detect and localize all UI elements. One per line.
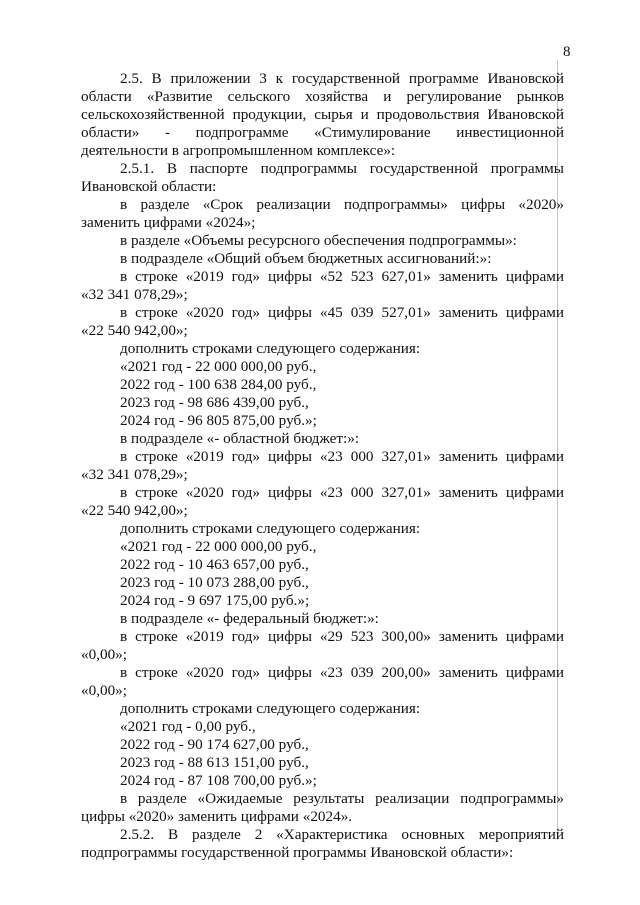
text-line: 2023 год - 98 686 439,00 руб.,: [120, 394, 309, 411]
text-line: дополнить строками следующего содержания:: [120, 340, 421, 357]
text-line: в разделе «Объемы ресурсного обеспечения подпрограммы»:: [120, 232, 517, 249]
text-line: 2023 год - 88 613 151,00 руб.,: [120, 754, 309, 771]
text-line: в строке «2020 год» цифры «45 039 527,01» заменить цифрами: [120, 304, 564, 321]
text-line: 2022 год - 10 463 657,00 руб.,: [120, 556, 309, 573]
text-line: «0,00»;: [81, 646, 127, 663]
text-line: в подразделе «- федеральный бюджет:»:: [120, 610, 379, 627]
text-line: области «Развитие сельского хозяйства и регулирование рынков: [81, 88, 564, 105]
text-line: 2022 год - 100 638 284,00 руб.,: [120, 376, 317, 393]
text-line: заменить цифрами «2024»;: [81, 214, 256, 231]
text-line: области» - подпрограмме «Стимулирование инвестиционной: [81, 124, 564, 141]
text-line: «2021 год - 0,00 руб.,: [120, 718, 256, 735]
text-line: 2024 год - 9 697 175,00 руб.»;: [120, 592, 310, 609]
text-line: «32 341 078,29»;: [81, 286, 188, 303]
text-line: «22 540 942,00»;: [81, 322, 188, 339]
text-line: в строке «2019 год» цифры «52 523 627,01» заменить цифрами: [120, 268, 564, 285]
text-line: цифры «2020» заменить цифрами «2024».: [81, 808, 353, 825]
page-number: 8: [563, 44, 571, 60]
text-line: в подразделе «Общий объем бюджетных ассигнований:»:: [120, 250, 492, 267]
text-line: сельскохозяйственной продукции, сырья и продовольствия Ивановской: [81, 106, 564, 123]
text-line: «32 341 078,29»;: [81, 466, 188, 483]
text-line: дополнить строками следующего содержания:: [120, 520, 421, 537]
text-line: «2021 год - 22 000 000,00 руб.,: [120, 358, 317, 375]
text-line: 2024 год - 96 805 875,00 руб.»;: [120, 412, 317, 429]
text-line: «0,00»;: [81, 682, 127, 699]
text-line: в разделе «Ожидаемые результаты реализации подпрограммы»: [120, 790, 564, 807]
text-line: в подразделе «- областной бюджет:»:: [120, 430, 360, 447]
text-line: 2.5.2. В разделе 2 «Характеристика основных мероприятий: [120, 826, 564, 843]
text-line: деятельности в агропромышленном комплексе»:: [81, 142, 396, 159]
text-line: 2022 год - 90 174 627,00 руб.,: [120, 736, 309, 753]
text-line: в разделе «Срок реализации подпрограммы» цифры «2020»: [120, 196, 564, 213]
text-line: в строке «2019 год» цифры «23 000 327,01» заменить цифрами: [120, 448, 564, 465]
text-line: Ивановской области:: [81, 178, 217, 195]
text-line: 2023 год - 10 073 288,00 руб.,: [120, 574, 309, 591]
text-line: 2024 год - 87 108 700,00 руб.»;: [120, 772, 317, 789]
text-line: «22 540 942,00»;: [81, 502, 188, 519]
text-line: дополнить строками следующего содержания:: [120, 700, 421, 717]
text-line: в строке «2020 год» цифры «23 000 327,01» заменить цифрами: [120, 484, 564, 501]
text-line: 2.5. В приложении 3 к государственной программе Ивановской: [120, 70, 564, 87]
text-line: «2021 год - 22 000 000,00 руб.,: [120, 538, 317, 555]
text-line: в строке «2020 год» цифры «23 039 200,00» заменить цифрами: [120, 664, 564, 681]
text-line: в строке «2019 год» цифры «29 523 300,00» заменить цифрами: [120, 628, 564, 645]
text-line: подпрограммы государственной программы Ивановской области»:: [81, 844, 514, 861]
text-line: 2.5.1. В паспорте подпрограммы государственной программы: [120, 160, 564, 177]
